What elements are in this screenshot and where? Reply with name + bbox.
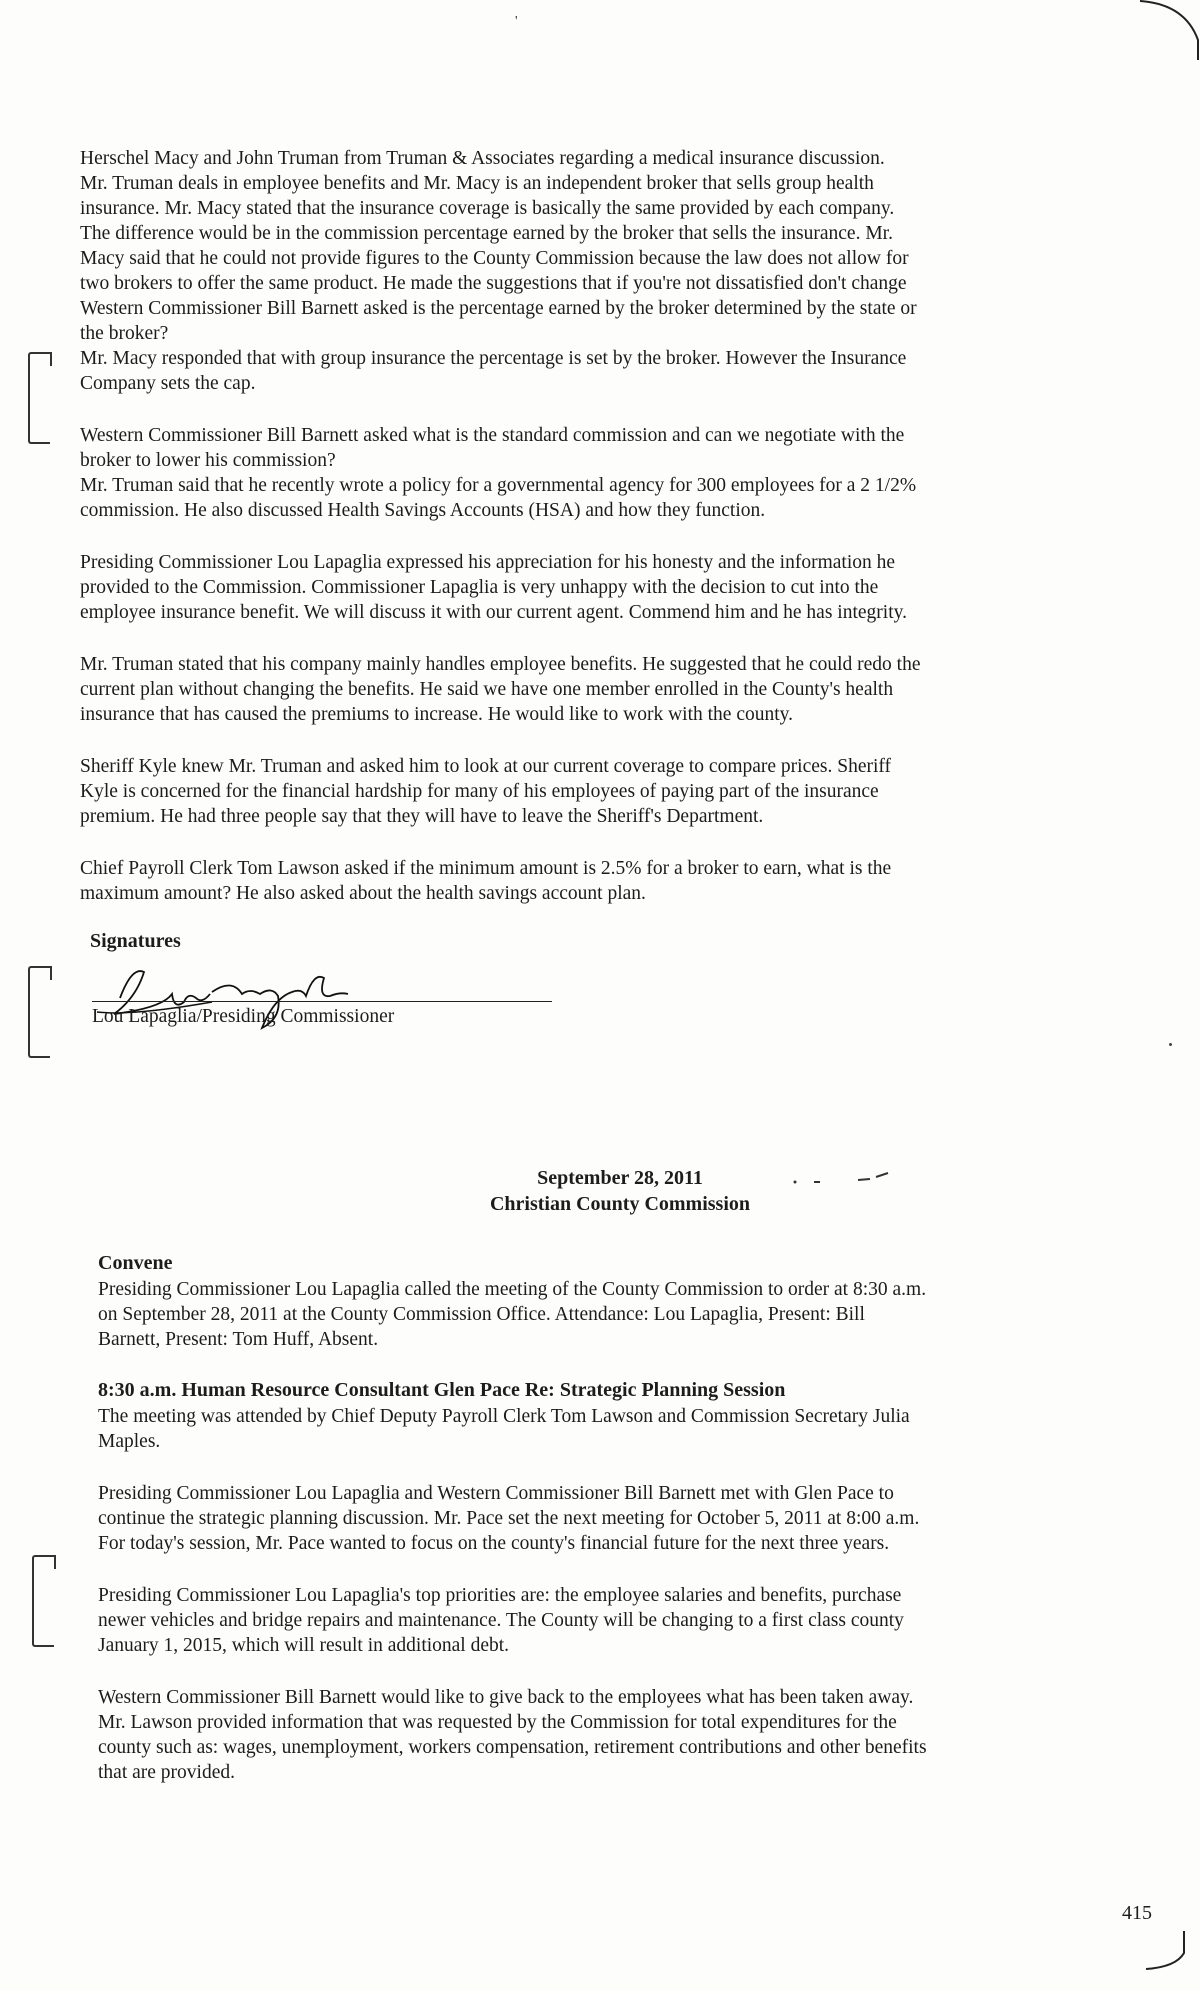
minutes-paragraph [80, 423, 1040, 523]
text-line: Western Commissioner Bill Barnett asked what is the standard commission and can we negotiate with the [80, 425, 905, 446]
text-line: county such as: wages, unemployment, workers compensation, retirement contributions and other benefits [98, 1737, 927, 1758]
text-line: Mr. Truman said that he recently wrote a policy for a governmental agency for 300 employees for a 2 1/2% [80, 475, 917, 496]
text-line: Chief Payroll Clerk Tom Lawson asked if the minimum amount is 2.5% for a broker to earn, what is the [80, 858, 892, 879]
text-line: Mr. Truman stated that his company mainly handles employee benefits. He suggested that he could redo the [80, 654, 921, 675]
text-line: For today's session, Mr. Pace wanted to focus on the county's financial future for the next three years. [98, 1533, 890, 1554]
text-line: two brokers to offer the same product. He made the suggestions that if you're not dissatisfied don't change [80, 273, 907, 294]
page-corner-curve-bottom [1146, 1931, 1186, 1971]
margin-bracket [28, 966, 50, 1058]
meeting-body: Christian County Commission [489, 1193, 751, 1215]
text-line: Presiding Commissioner Lou Lapaglia and Western Commissioner Bill Barnett met with Glen Pace to [98, 1483, 894, 1504]
text-line: maximum amount? He also asked about the health savings account plan. [80, 883, 646, 904]
text-line: The meeting was attended by Chief Deputy Payroll Clerk Tom Lawson and Commission Secretary Julia [98, 1406, 910, 1427]
session-heading: 8:30 a.m. Human Resource Consultant Glen Pace Re: Strategic Planning Session [98, 1379, 786, 1401]
text-line: Mr. Truman deals in employee benefits and Mr. Macy is an independent broker that sells group health [80, 173, 874, 194]
text-line: commission. He also discussed Health Savings Accounts (HSA) and how they function. [80, 500, 766, 521]
text-line: Western Commissioner Bill Barnett would like to give back to the employees what has been taken away. [98, 1687, 914, 1708]
speck-mark: ' [515, 14, 518, 29]
text-line: The difference would be in the commission percentage earned by the broker that sells the insurance. Mr. [80, 223, 893, 244]
minutes-paragraph [80, 146, 1040, 396]
text-line: insurance. Mr. Macy stated that the insurance coverage is basically the same provided by each company. [80, 198, 895, 219]
text-line: Macy said that he could not provide figures to the County Commission because the law does not allow for [80, 248, 909, 269]
text-line: Presiding Commissioner Lou Lapaglia called the meeting of the County Commission to order at 8:30 a.m. [98, 1279, 927, 1300]
minutes-paragraph [98, 1404, 1108, 1454]
signature-line [92, 1001, 552, 1002]
meeting-date: September 28, 2011 [537, 1167, 703, 1189]
minutes-paragraph [80, 856, 1040, 906]
margin-bracket [32, 1555, 54, 1647]
text-line: Mr. Lawson provided information that was requested by the Commission for total expenditures for the [98, 1712, 897, 1733]
minutes-paragraph [80, 550, 1040, 625]
session-paragraphs [98, 1404, 1108, 1785]
text-line: Barnett, Present: Tom Huff, Absent. [98, 1329, 379, 1350]
minutes-paragraph [98, 1481, 1108, 1556]
text-line: January 1, 2015, which will result in additional debt. [98, 1635, 510, 1656]
minutes-paragraph [80, 754, 1040, 829]
text-line: Company sets the cap. [80, 373, 256, 394]
page-corner-curve [1140, 0, 1200, 60]
convene-heading: Convene [98, 1252, 173, 1274]
text-line: Maples. [98, 1431, 161, 1452]
text-line: provided to the Commission. Commissioner Lapaglia is very unhappy with the decision to cut into the [80, 577, 879, 598]
stray-marks [790, 1170, 910, 1190]
text-line: Sheriff Kyle knew Mr. Truman and asked him to look at our current coverage to compare prices. Sheriff [80, 756, 892, 777]
text-line: that are provided. [98, 1762, 235, 1783]
signature-block [92, 958, 562, 1038]
text-line: on September 28, 2011 at the County Commission Office. Attendance: Lou Lapaglia, Present: Bill [98, 1304, 865, 1325]
text-line: newer vehicles and bridge repairs and maintenance. The County will be changing to a first class county [98, 1610, 904, 1631]
text-line: broker to lower his commission? [80, 450, 336, 471]
text-line: Kyle is concerned for the financial hardship for many of his employees of paying part of the insurance [80, 781, 879, 802]
text-line: Herschel Macy and John Truman from Truman & Associates regarding a medical insurance discussion. [80, 148, 885, 169]
margin-bracket [28, 352, 50, 444]
signature-caption: Lou Lapaglia/Presiding Commissioner [92, 1006, 395, 1027]
minutes-section-convene [98, 1252, 1108, 1812]
margin-dot [1169, 1043, 1172, 1046]
text-line: continue the strategic planning discussion. Mr. Pace set the next meeting for October 5, 2011 at 8:00 a.m. [98, 1508, 920, 1529]
text-line: Mr. Macy responded that with group insurance the percentage is set by the broker. However the Insurance [80, 348, 907, 369]
text-line: insurance that has caused the premiums to increase. He would like to work with the county. [80, 704, 793, 725]
text-line: Presiding Commissioner Lou Lapaglia expressed his appreciation for his honesty and the information he [80, 552, 896, 573]
text-line: premium. He had three people say that they will have to leave the Sheriff's Department. [80, 806, 764, 827]
signatures-heading: Signatures [90, 930, 181, 952]
minutes-paragraph [98, 1583, 1108, 1658]
text-line: Western Commissioner Bill Barnett asked is the percentage earned by the broker determined by the state or [80, 298, 917, 319]
text-line: employee insurance benefit. We will discuss it with our current agent. Commend him and he has integrity. [80, 602, 907, 623]
text-line: current plan without changing the benefits. He said we have one member enrolled in the County's health [80, 679, 894, 700]
convene-paragraph [98, 1277, 1108, 1352]
minutes-paragraph [80, 652, 1040, 727]
text-line: Presiding Commissioner Lou Lapaglia's top priorities are: the employee salaries and benefits, purchase [98, 1585, 902, 1606]
page-number: 415 [1122, 1902, 1152, 1924]
minutes-paragraph [98, 1685, 1108, 1785]
text-line: the broker? [80, 323, 169, 344]
meeting-header [460, 1165, 780, 1217]
minutes-section-insurance [80, 146, 1040, 933]
